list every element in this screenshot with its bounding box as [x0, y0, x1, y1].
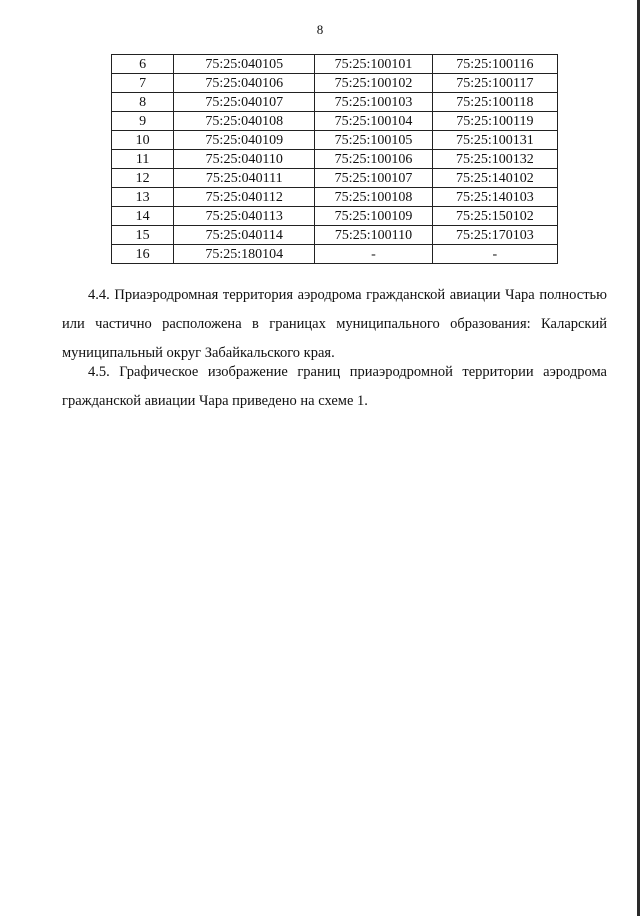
cadastral-number-cell: 75:25:040111 — [174, 169, 315, 188]
table-row — [112, 112, 558, 131]
paragraph-4-5 — [62, 358, 607, 416]
row-number-cell: 6 — [112, 55, 174, 74]
cadastral-number-cell: 75:25:100108 — [315, 188, 432, 207]
cadastral-number-cell: 75:25:100117 — [432, 74, 557, 93]
row-number-cell: 8 — [112, 93, 174, 112]
cadastral-number-cell: 75:25:100109 — [315, 207, 432, 226]
cadastral-number-cell: 75:25:100110 — [315, 226, 432, 245]
cadastral-number-cell: 75:25:040109 — [174, 131, 315, 150]
cadastral-number-cell: 75:25:040106 — [174, 74, 315, 93]
cadastral-number-cell: 75:25:170103 — [432, 226, 557, 245]
cadastral-number-cell: - — [315, 245, 432, 264]
cadastral-number-cell: 75:25:100107 — [315, 169, 432, 188]
table-row — [112, 93, 558, 112]
cadastral-number-cell: 75:25:100106 — [315, 150, 432, 169]
cadastral-number-cell: 75:25:100119 — [432, 112, 557, 131]
row-number-cell: 14 — [112, 207, 174, 226]
table-row — [112, 74, 558, 93]
page-number: 8 — [316, 22, 324, 37]
cadastral-number-cell: 75:25:140103 — [432, 188, 557, 207]
row-number-cell: 13 — [112, 188, 174, 207]
table-row — [112, 188, 558, 207]
table-row — [112, 207, 558, 226]
cadastral-number-cell: 75:25:100105 — [315, 131, 432, 150]
paragraph-4-4 — [62, 281, 607, 368]
row-number-cell: 12 — [112, 169, 174, 188]
table-row — [112, 131, 558, 150]
table-row — [112, 55, 558, 74]
cadastral-number-cell: 75:25:100103 — [315, 93, 432, 112]
cadastral-number-cell: 75:25:040105 — [174, 55, 315, 74]
cadastral-number-cell: 75:25:040107 — [174, 93, 315, 112]
table-row — [112, 226, 558, 245]
cadastral-number-cell: - — [432, 245, 557, 264]
paragraph-4-5-text: 4.5. Графическое изображение границ приаэродромной территории аэродрома гражданской авиации Чара приведено на схеме 1. — [62, 364, 607, 409]
row-number-cell: 15 — [112, 226, 174, 245]
cadastral-table — [111, 54, 558, 264]
cadastral-number-cell: 75:25:100101 — [315, 55, 432, 74]
cadastral-number-cell: 75:25:040114 — [174, 226, 315, 245]
table-row — [112, 150, 558, 169]
cadastral-number-cell: 75:25:100104 — [315, 112, 432, 131]
paragraph-4-4-text: 4.4. Приаэродромная территория аэродрома гражданской авиации Чара полностью или частично расположена в границах муниципального образования: Каларский муниципальный округ Забайкальского края. — [62, 287, 607, 361]
row-number-cell: 10 — [112, 131, 174, 150]
cadastral-number-cell: 75:25:150102 — [432, 207, 557, 226]
row-number-cell: 9 — [112, 112, 174, 131]
row-number-cell: 11 — [112, 150, 174, 169]
cadastral-number-cell: 75:25:040110 — [174, 150, 315, 169]
cadastral-number-cell: 75:25:100118 — [432, 93, 557, 112]
cadastral-number-cell: 75:25:140102 — [432, 169, 557, 188]
table-row — [112, 169, 558, 188]
cadastral-number-cell: 75:25:040108 — [174, 112, 315, 131]
row-number-cell: 16 — [112, 245, 174, 264]
cadastral-number-cell: 75:25:100102 — [315, 74, 432, 93]
cadastral-number-cell: 75:25:100131 — [432, 131, 557, 150]
cadastral-number-cell: 75:25:100116 — [432, 55, 557, 74]
cadastral-number-cell: 75:25:040112 — [174, 188, 315, 207]
cadastral-number-cell: 75:25:180104 — [174, 245, 315, 264]
cadastral-number-cell: 75:25:100132 — [432, 150, 557, 169]
row-number-cell: 7 — [112, 74, 174, 93]
cadastral-number-cell: 75:25:040113 — [174, 207, 315, 226]
table-row — [112, 245, 558, 264]
